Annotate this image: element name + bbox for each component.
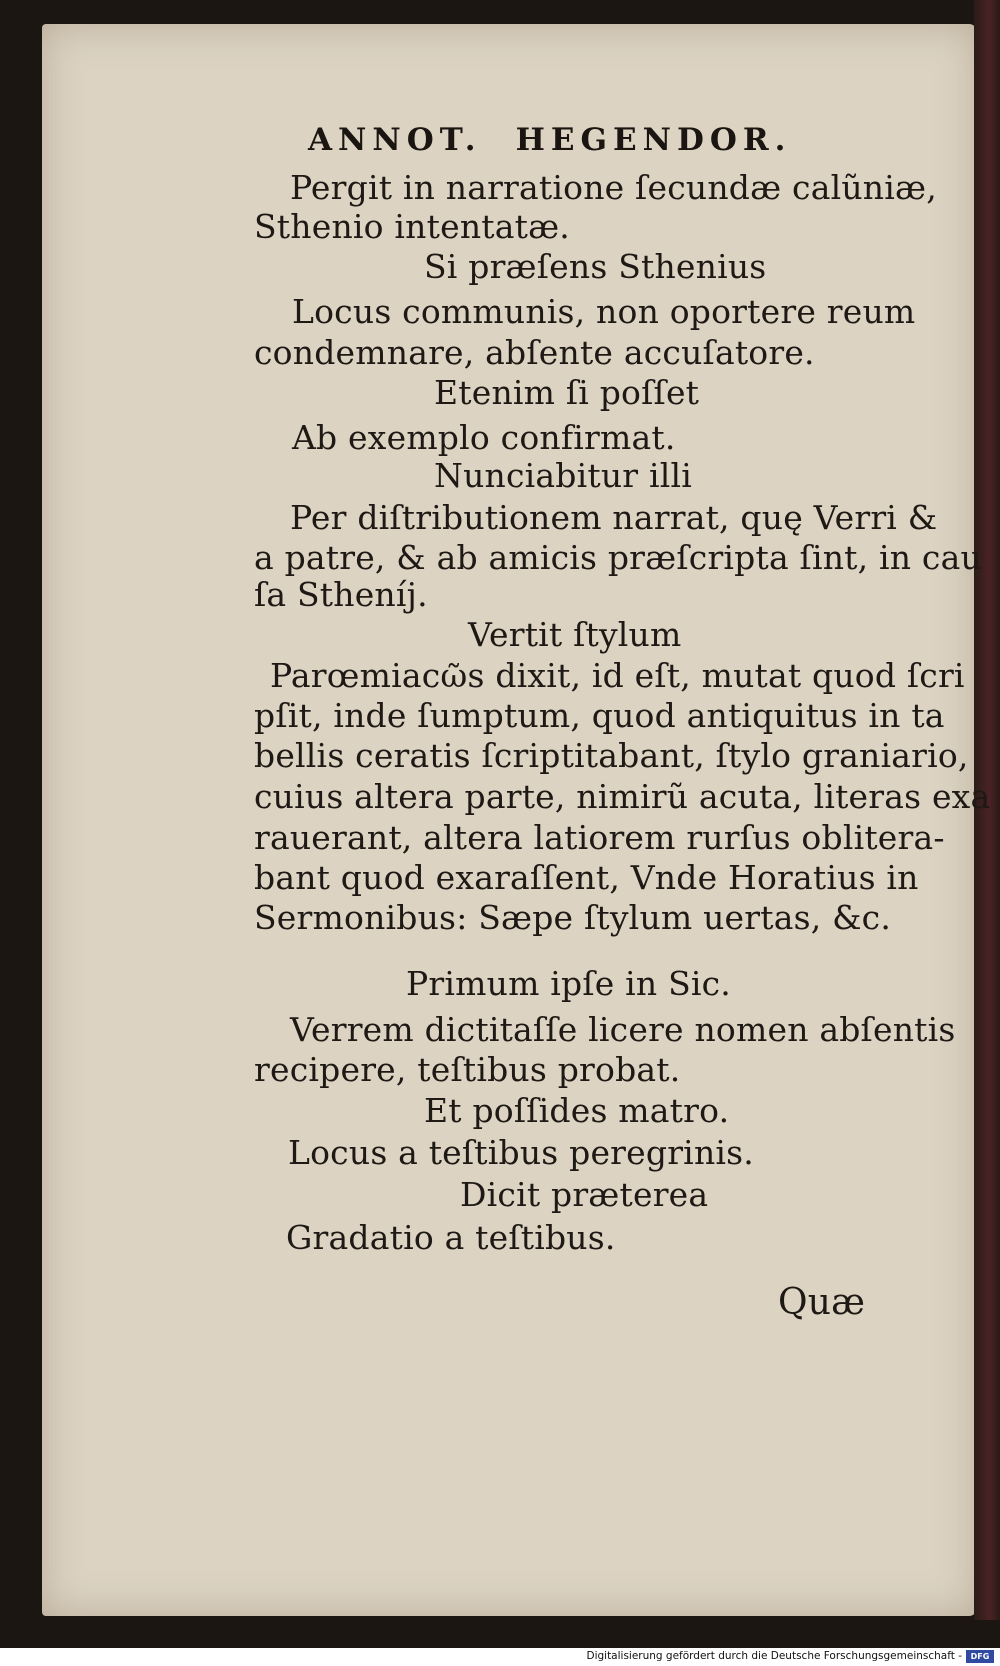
text-line: cuius altera parte, nimirũ acuta, literas exa [254, 777, 991, 816]
dfg-logo: DFG [966, 1650, 994, 1663]
text-line: Pergit in narratione ſecundæ calũniæ, [290, 168, 937, 207]
lemma-heading: Si præſens Sthenius [424, 247, 767, 286]
running-header-right: HEGENDOR. [515, 122, 792, 158]
text-line: bant quod exaraſſent, Vnde Horatius in [254, 858, 919, 897]
text-line: rauerant, altera latiorem rurſus oblitera- [254, 818, 945, 857]
lemma-heading: Primum ipſe in Sic. [406, 964, 732, 1003]
lemma-heading: Nunciabitur illi [434, 456, 692, 495]
scan-background [0, 1620, 1000, 1648]
text-line: Locus a teſtibus peregrinis. [288, 1133, 754, 1172]
text-line: Ab exemplo confirmat. [292, 418, 676, 457]
text-line: Parœmiacῶs dixit, id eſt, mutat quod ſcri [270, 656, 965, 695]
text-line: pſit, inde ſumptum, quod antiquitus in ta [254, 696, 945, 735]
text-line: condemnare, abſente accuſatore. [254, 333, 815, 372]
funding-notice: Digitalisierung gefördert durch die Deutsche Forschungsgemeinschaft - [586, 1650, 962, 1662]
text-line: recipere, teſtibus probat. [254, 1050, 681, 1089]
lemma-heading: Vertit ſtylum [468, 615, 682, 654]
text-line: Gradatio a teſtibus. [286, 1218, 616, 1257]
lemma-heading: Dicit præterea [460, 1175, 709, 1214]
catchword: Quæ [778, 1282, 866, 1323]
text-line: Sthenio intentatæ. [254, 207, 570, 246]
running-header [308, 122, 791, 158]
footer-bar [0, 1648, 1000, 1666]
text-line: Locus communis, non oportere reum [292, 292, 916, 331]
text-line: ſa Stheníj. [254, 575, 428, 614]
text-line: Verrem dictitaſſe licere nomen abſentis [290, 1010, 956, 1049]
running-header-left: ANNOT. [308, 122, 482, 158]
text-line: Sermonibus: Sæpe ſtylum uertas, &c. [254, 898, 892, 937]
lemma-heading: Et poſſides matro. [424, 1091, 730, 1130]
lemma-heading: Etenim ſi poſſet [434, 373, 700, 412]
text-line: a patre, & ab amicis præſcripta ſint, in cau [254, 538, 982, 577]
text-line: Per diſtributionem narrat, quę Verri & [290, 498, 938, 537]
text-line: bellis ceratis ſcriptitabant, ſtylo graniario, [254, 736, 969, 775]
